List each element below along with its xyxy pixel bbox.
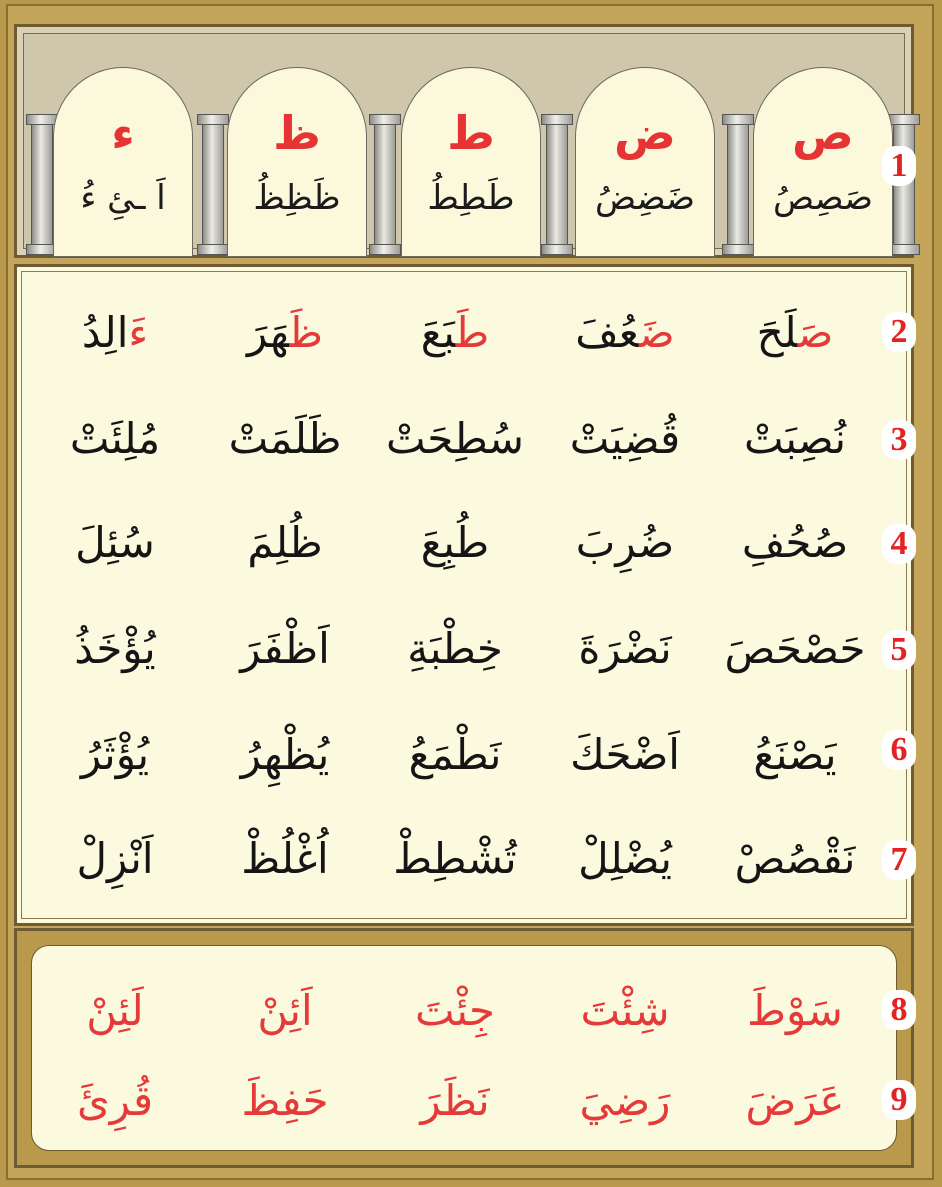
row-number-badge: 5 bbox=[882, 630, 916, 670]
word: جِئْتَ bbox=[415, 986, 495, 1035]
word: سَوْطَ bbox=[747, 986, 843, 1035]
arch-letter: ظ bbox=[273, 106, 321, 160]
word: خِطْبَةِ bbox=[407, 624, 503, 673]
word: يُؤْثَرُ bbox=[80, 730, 150, 779]
word: يُؤْخَذُ bbox=[74, 624, 156, 673]
word: نُصِبَتْ bbox=[743, 414, 847, 463]
word: اَضْحَكَ bbox=[570, 730, 680, 779]
word: طُبِعَ bbox=[420, 518, 490, 567]
word: لَئِنْ bbox=[86, 986, 144, 1035]
word: صُحُفِ bbox=[741, 518, 849, 567]
word-rest: بَعَ bbox=[420, 308, 456, 357]
arch-panel bbox=[14, 24, 914, 258]
word: يُضْلِلْ bbox=[578, 834, 672, 883]
pillar bbox=[202, 123, 224, 255]
accent-letter: ءَ bbox=[128, 308, 149, 357]
arch-letter: ط bbox=[447, 106, 495, 160]
row-number-badge: 2 bbox=[882, 312, 916, 352]
accent-letter: طَ bbox=[455, 308, 490, 357]
word: يُظْهِرُ bbox=[240, 730, 330, 779]
word: ظَلَمَتْ bbox=[228, 414, 342, 463]
arch-ta bbox=[401, 67, 541, 257]
word: نَقْصُصْ bbox=[734, 834, 856, 883]
arch-word: ظَظِظُ bbox=[253, 178, 341, 218]
word bbox=[40, 290, 190, 376]
row-number-badge: 9 bbox=[882, 1080, 916, 1120]
pillar bbox=[727, 123, 749, 255]
arch-word: ضَضِضُ bbox=[594, 178, 695, 218]
arch-sad bbox=[753, 67, 893, 257]
word: نَطْمَعُ bbox=[408, 730, 502, 779]
word-rest: عُفَ bbox=[575, 308, 640, 357]
word: تُشْطِطْ bbox=[393, 834, 517, 883]
word: اَظْفَرَ bbox=[240, 624, 330, 673]
arch-word: صَصِصُ bbox=[772, 178, 873, 218]
word bbox=[550, 290, 700, 376]
word-row-7 bbox=[30, 816, 890, 902]
arch-dad bbox=[575, 67, 715, 257]
pillar bbox=[374, 123, 396, 255]
word: اَئِنْ bbox=[257, 986, 313, 1035]
arch-hamza bbox=[53, 67, 193, 257]
word-row-8 bbox=[30, 968, 890, 1054]
row-number-badge: 8 bbox=[882, 990, 916, 1030]
word: ضُرِبَ bbox=[575, 518, 675, 567]
word: نَظَرَ bbox=[420, 1076, 490, 1125]
word: يَصْنَعُ bbox=[753, 730, 837, 779]
row-number-badge: 1 bbox=[882, 146, 916, 186]
arch-letter: ء bbox=[111, 106, 135, 160]
word bbox=[380, 290, 530, 376]
word-row-6 bbox=[30, 712, 890, 798]
word-row-9 bbox=[30, 1058, 890, 1144]
accent-letter: صَ bbox=[797, 308, 834, 357]
word-rest: الِدُ bbox=[81, 308, 129, 357]
word-row-2 bbox=[30, 290, 890, 376]
word: قُضِيَتْ bbox=[569, 414, 681, 463]
arch-letter: ض bbox=[614, 106, 676, 160]
word: سُئِلَ bbox=[75, 518, 155, 567]
row-number-badge: 7 bbox=[882, 840, 916, 880]
word-row-4 bbox=[30, 500, 890, 586]
word: حَصْحَصَ bbox=[724, 624, 866, 673]
pillar bbox=[893, 123, 915, 255]
word: سُطِحَتْ bbox=[386, 414, 524, 463]
word: عَرَضَ bbox=[745, 1076, 845, 1125]
arch-word: اَ ـئِ ءُ bbox=[80, 178, 166, 218]
row-number-badge: 4 bbox=[882, 524, 916, 564]
word: اُغْلُظْ bbox=[241, 834, 329, 883]
pillar bbox=[31, 123, 53, 255]
row-number-badge: 6 bbox=[882, 730, 916, 770]
word: مُلِئَتْ bbox=[69, 414, 161, 463]
word: شِئْتَ bbox=[580, 986, 670, 1035]
word: نَضْرَةَ bbox=[578, 624, 672, 673]
arch-za bbox=[227, 67, 367, 257]
accent-letter: ضَ bbox=[639, 308, 675, 357]
pillar bbox=[546, 123, 568, 255]
word: قُرِئَ bbox=[76, 1076, 154, 1125]
word: رَضِيَ bbox=[579, 1076, 671, 1125]
word-rest: لَحَ bbox=[756, 308, 798, 357]
word: ظُلِمَ bbox=[247, 518, 323, 567]
word-row-3 bbox=[30, 396, 890, 482]
word: اَنْزِلْ bbox=[76, 834, 154, 883]
arch-letter: ص bbox=[792, 106, 854, 160]
arch-word: طَطِطُ bbox=[427, 178, 515, 218]
word: حَفِظَ bbox=[241, 1076, 329, 1125]
word bbox=[720, 290, 870, 376]
accent-letter: ظَ bbox=[289, 308, 323, 357]
row-number-badge: 3 bbox=[882, 420, 916, 460]
word-rest: هَرَ bbox=[247, 308, 290, 357]
word-row-5 bbox=[30, 606, 890, 692]
word bbox=[210, 290, 360, 376]
